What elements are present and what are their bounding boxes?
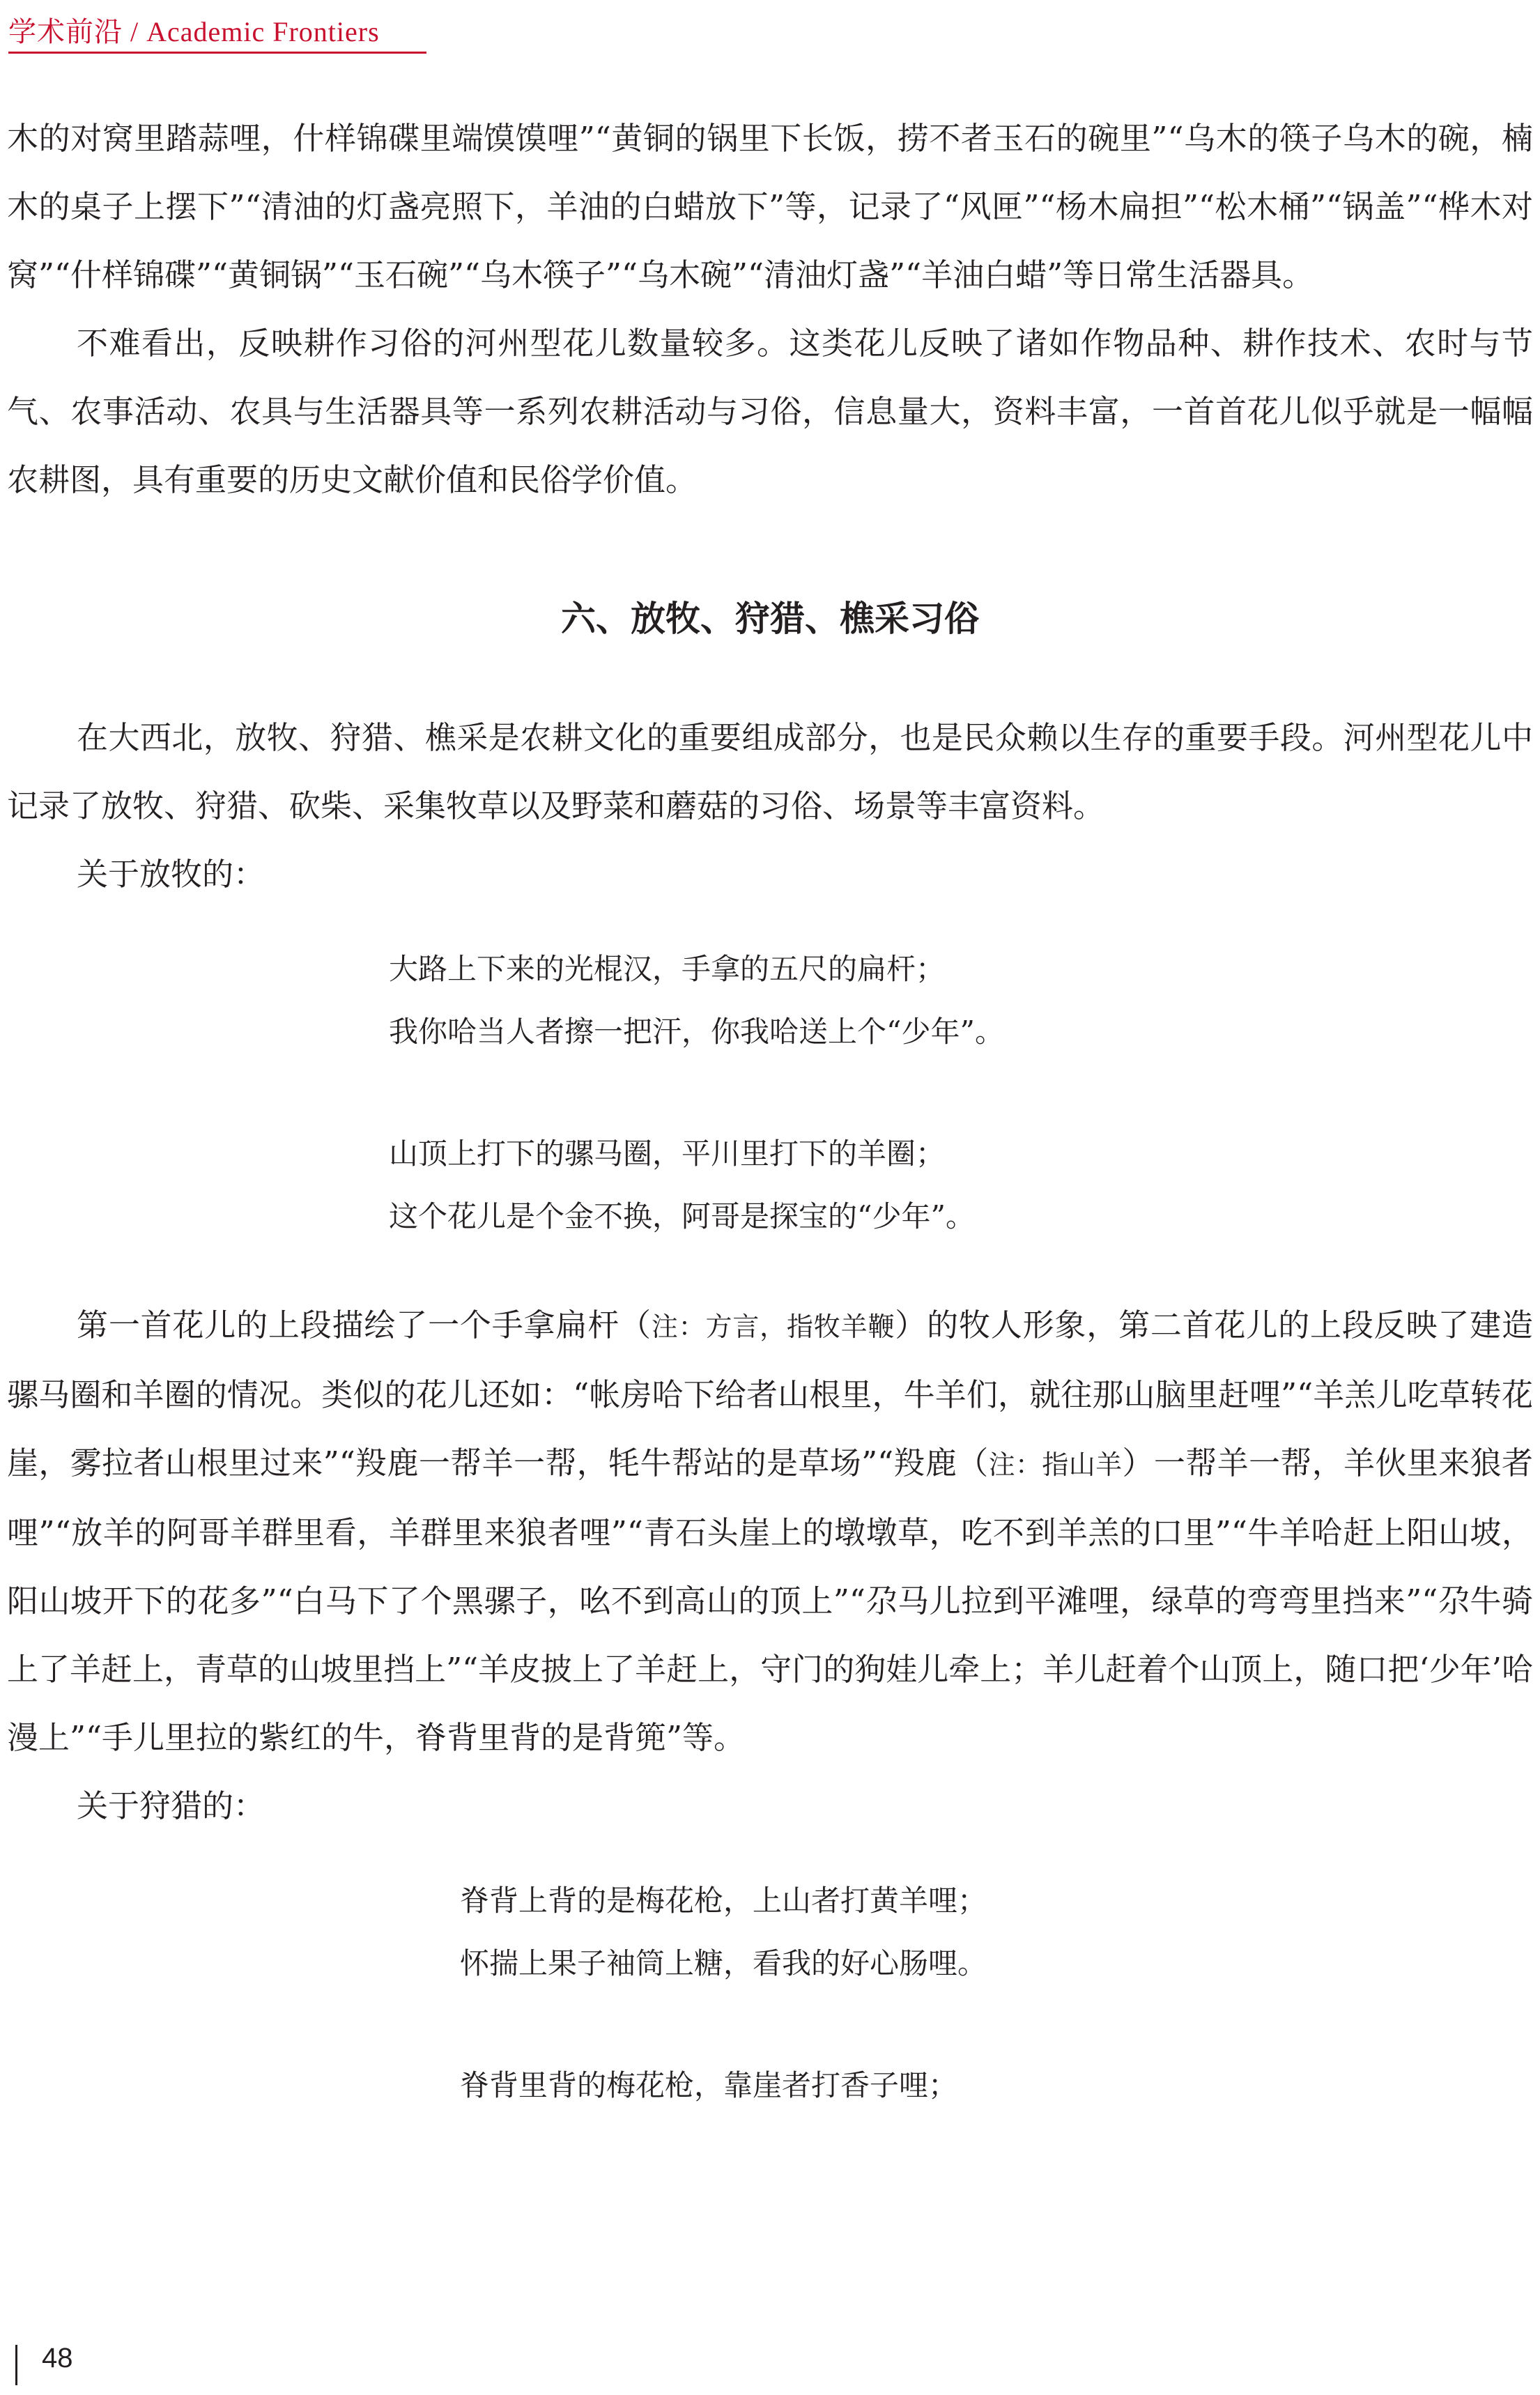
article-body (7, 105, 1533, 2117)
running-header: 学术前沿 / Academic Frontiers (8, 16, 380, 47)
header-rule (8, 52, 426, 54)
poem-4 (460, 2054, 1533, 2117)
paragraph-3: 在大西北，放牧、狩猎、樵采是农耕文化的重要组成部分，也是民众赖以生存的重要手段。河州型花儿中记录了放牧、狩猎、砍柴、采集牧草以及野菜和蘑菇的习俗、场景等丰富资料。 (7, 719, 1533, 824)
paragraph-5-text-c: ）一帮羊一帮，羊伙里来狼者哩”“放羊的阿哥羊群里看，羊群里来狼者哩”“青石头崖上的墩墩草，吃不到羊羔的口里”“牛羊哈赶上阳山坡，阳山坡开下的花多”“白马下了个黑骡子，吆不到高山的顶上”“尕马儿拉到平滩哩，绿草的弯弯里挡来”“尕牛骑上了羊赶上，青草的山坡里挡上”“羊皮披上了羊赶上，守门的狗娃儿牵上；羊儿赶着个山顶上，随口把‘少年’哈漫上”“手儿里拉的紫红的牛，脊背里背的是背篼”等。 (7, 1445, 1533, 1756)
paragraph-5 (7, 1291, 1533, 1772)
paragraph-2: 不难看出，反映耕作习俗的河州型花儿数量较多。这类花儿反映了诸如作物品种、耕作技术、农时与节气、农事活动、农具与生活器具等一系列农耕活动与习俗，信息量大，资料丰富，一首首花儿似乎就是一幅幅农耕图，具有重要的历史文献价值和民俗学价值。 (7, 325, 1533, 498)
paragraph-1: 木的对窝里踏蒜哩，什样锦碟里端馍馍哩”“黄铜的锅里下长饭，捞不者玉石的碗里”“乌木的筷子乌木的碗，楠木的桌子上摆下”“清油的灯盏亮照下，羊油的白蜡放下”等，记录了“风匣”“杨木扁担”“松木桶”“锅盖”“桦木对窝”“什样锦碟”“黄铜锅”“玉石碗”“乌木筷子”“乌木碗”“清油灯盏”“羊油白蜡”等日常生活器具。 (7, 120, 1533, 293)
section-title: 六、放牧、狩猎、樵采习俗 (561, 599, 979, 639)
poem-line: 大路上下来的光棍汉，手拿的五尺的扁杆； (389, 952, 946, 986)
paragraph-6: 关于狩猎的： (77, 1787, 265, 1824)
folio-divider (15, 2345, 17, 2385)
poem-line: 怀揣上果子袖筒上糖，看我的好心肠哩。 (460, 1946, 987, 1980)
poem-1 (389, 938, 1533, 1063)
poem-line: 山顶上打下的骡马圈，平川里打下的羊圈； (389, 1137, 946, 1171)
poem-line: 脊背上背的是梅花枪，上山者打黄羊哩； (460, 1884, 987, 1918)
dialect-note: 注：方言，指牧羊鞭 (651, 1311, 895, 1342)
poem-2 (389, 1123, 1533, 1248)
page-number: 48 (42, 2343, 73, 2373)
poem-line: 脊背里背的梅花枪，靠崖者打香子哩； (460, 2068, 958, 2102)
paragraph-4: 关于放牧的： (77, 856, 265, 893)
paragraph-5-text-a: 第一首花儿的上段描绘了一个手拿扁杆（ (77, 1307, 652, 1343)
poem-line: 这个花儿是个金不换，阿哥是探宝的“少年”。 (389, 1199, 975, 1233)
poem-line: 我你哈当人者擦一把汗，你我哈送上个“少年”。 (389, 1015, 1004, 1049)
dialect-note: 注：指山羊 (988, 1449, 1123, 1480)
paragraph-5-text-b: ）的牧人形象，第二首花儿的上段反映了建造骡马圈和羊圈的情况。类似的花儿还如：“帐房哈下给者山根里，牛羊们，就往那山脑里赶哩”“羊羔儿吃草转花崖，雾拉者山根里过来”“羖鹿一帮羊一帮，牦牛帮站的是草场”“羖鹿（ (7, 1307, 1533, 1481)
poem-3 (460, 1870, 1533, 1995)
